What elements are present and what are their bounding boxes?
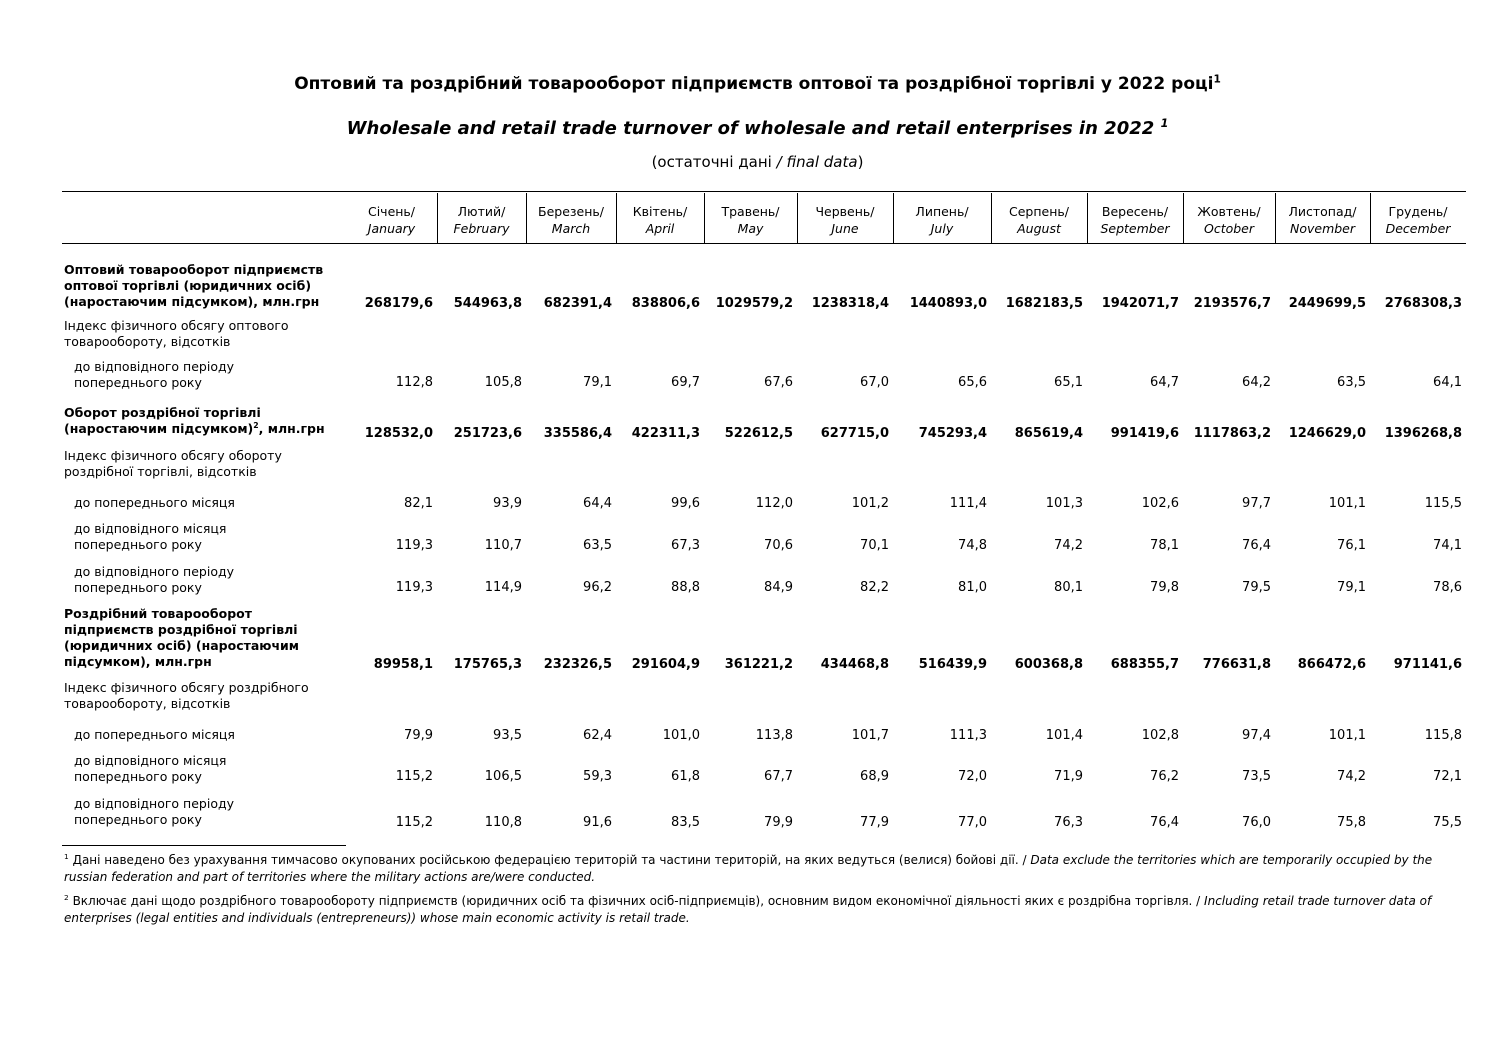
table-cell: 600368,8 [1014, 657, 1083, 672]
month-name-ua: Липень/ [915, 204, 969, 219]
row-label-line: Оборот роздрібної торгівлі [64, 405, 261, 420]
row-label-line: товарообороту, відсотків [64, 334, 231, 349]
row-label-line: роздрібної торгівлі, відсотків [64, 464, 257, 479]
title-ukrainian-footnote-mark: 1 [1213, 73, 1221, 86]
table-cell: 1942071,7 [1101, 296, 1179, 311]
month-name-en: December [1385, 221, 1451, 236]
row-label [64, 680, 309, 712]
table-cell: 522612,5 [724, 426, 793, 441]
row-label [74, 495, 235, 511]
table-cell: 81,0 [958, 580, 987, 595]
month-header [893, 203, 991, 237]
footnote-mark: 1 [64, 852, 69, 861]
month-header [1275, 203, 1370, 237]
table-cell: 112,8 [395, 375, 433, 390]
row-label-line: Індекс фізичного обсягу роздрібного [64, 680, 309, 695]
table-cell: 115,2 [395, 815, 433, 830]
table-cell: 65,6 [958, 375, 987, 390]
table-cell: 64,2 [1242, 375, 1271, 390]
table-cell: 516439,9 [918, 657, 987, 672]
table-cell: 1246629,0 [1288, 426, 1366, 441]
table-cell: 2449699,5 [1288, 296, 1366, 311]
table-cell: 114,9 [484, 580, 522, 595]
month-header [797, 203, 893, 237]
table-cell: 627715,0 [820, 426, 889, 441]
table-cell: 72,0 [958, 769, 987, 784]
table-cell: 76,1 [1337, 538, 1366, 553]
table-cell: 76,3 [1054, 815, 1083, 830]
data-note-en: / final data [776, 153, 858, 171]
row-label [64, 318, 289, 350]
month-header [437, 203, 526, 237]
table-cell: 67,0 [860, 375, 889, 390]
data-note-ua: (остаточні дані [651, 153, 772, 171]
table-cell: 101,1 [1328, 728, 1366, 743]
table-cell: 102,8 [1141, 728, 1179, 743]
table-cell: 1396268,8 [1384, 426, 1462, 441]
table-cell: 838806,6 [631, 296, 700, 311]
table-cell: 335586,4 [543, 426, 612, 441]
table-cell: 73,5 [1242, 769, 1271, 784]
table-top-rule [62, 191, 1466, 192]
month-header [526, 203, 616, 237]
month-header [346, 203, 437, 237]
row-label-line: підсумком), млн.грн [64, 654, 212, 669]
footnote [64, 893, 1464, 927]
table-cell: 79,1 [583, 375, 612, 390]
row-label [64, 262, 323, 310]
table-cell: 2768308,3 [1384, 296, 1462, 311]
table-cell: 59,3 [583, 769, 612, 784]
row-label-line: попереднього року [74, 537, 202, 552]
row-label-line: до відповідного періоду [74, 359, 235, 374]
table-cell: 70,1 [860, 538, 889, 553]
table-cell: 1440893,0 [909, 296, 987, 311]
table-cell: 113,8 [755, 728, 793, 743]
row-label-line: товарообороту, відсотків [64, 696, 231, 711]
title-ukrainian [0, 74, 1497, 94]
row-label [64, 606, 299, 670]
row-label-line: підприємств роздрібної торгівлі [64, 622, 298, 637]
row-label-line: до попереднього місяця [74, 727, 235, 742]
table-cell: 688355,7 [1110, 657, 1179, 672]
row-label-line: (юридичних осіб) (наростаючим [64, 638, 300, 653]
month-header [616, 203, 704, 237]
table-cell: 74,1 [1433, 538, 1462, 553]
table-cell: 96,2 [583, 580, 612, 595]
month-header [1183, 203, 1275, 237]
table-cell: 866472,6 [1297, 657, 1366, 672]
row-label [74, 753, 226, 785]
table-cell: 544963,8 [453, 296, 522, 311]
month-header [991, 203, 1087, 237]
table-header-rule [62, 243, 1466, 244]
table-cell: 67,3 [671, 538, 700, 553]
table-cell: 1117863,2 [1193, 426, 1271, 441]
footnote-text-ua: Включає дані щодо роздрібного товарообороту підприємств (юридичних осіб та фізичних осіб-підприємців), основним видом економічної діяльності яких є роздрібна торгівля. / [72, 894, 1201, 908]
footnote [64, 852, 1464, 886]
row-label-line: до відповідного періоду [74, 564, 235, 579]
row-label [74, 564, 234, 596]
row-label-line: попереднього року [74, 375, 202, 390]
row-label-footnote-mark: 2 [253, 420, 259, 430]
title-english [0, 118, 1497, 139]
table-cell: 89958,1 [373, 657, 433, 672]
table-cell: 64,7 [1150, 375, 1179, 390]
table-cell: 97,7 [1242, 496, 1271, 511]
row-label-line: (наростаючим підсумком)$^2$, млн.грн [64, 420, 325, 436]
table-cell: 1238318,4 [811, 296, 889, 311]
table-cell: 99,6 [671, 496, 700, 511]
table-cell: 93,9 [493, 496, 522, 511]
table-cell: 128532,0 [364, 426, 433, 441]
table-cell: 75,5 [1433, 815, 1462, 830]
row-label [74, 727, 235, 743]
table-cell: 2193576,7 [1193, 296, 1271, 311]
table-cell: 82,2 [860, 580, 889, 595]
row-label [74, 359, 234, 391]
data-status-note [0, 153, 1497, 171]
table-cell: 291604,9 [631, 657, 700, 672]
table-cell: 991419,6 [1110, 426, 1179, 441]
table-cell: 91,6 [583, 815, 612, 830]
table-cell: 71,9 [1054, 769, 1083, 784]
table-cell: 101,7 [851, 728, 889, 743]
month-name-ua: Березень/ [538, 204, 604, 219]
month-header [704, 203, 797, 237]
table-cell: 110,8 [484, 815, 522, 830]
title-english-text: Wholesale and retail trade turnover of wholesale and retail enterprises in 2022 [346, 118, 1155, 139]
table-cell: 79,8 [1150, 580, 1179, 595]
month-name-ua: Січень/ [367, 204, 416, 219]
table-cell: 422311,3 [631, 426, 700, 441]
month-header [1370, 203, 1466, 237]
table-cell: 72,1 [1433, 769, 1462, 784]
table-cell: 111,3 [949, 728, 987, 743]
month-name-en: March [551, 221, 591, 236]
table-cell: 64,1 [1433, 375, 1462, 390]
row-label-line: Роздрібний товарооборот [64, 606, 252, 621]
month-name-en: August [1017, 221, 1061, 236]
row-label [64, 405, 325, 437]
table-cell: 79,5 [1242, 580, 1271, 595]
table-cell: 1029579,2 [715, 296, 793, 311]
table-cell: 106,5 [484, 769, 522, 784]
month-name-ua: Листопад/ [1288, 204, 1357, 219]
table-cell: 776631,8 [1202, 657, 1271, 672]
table-cell: 101,4 [1045, 728, 1083, 743]
table-cell: 70,6 [764, 538, 793, 553]
table-cell: 79,9 [764, 815, 793, 830]
table-cell: 93,5 [493, 728, 522, 743]
table-cell: 111,4 [949, 496, 987, 511]
table-cell: 68,9 [860, 769, 889, 784]
title-english-footnote-mark: 1 [1160, 117, 1169, 130]
table-cell: 119,3 [395, 538, 433, 553]
table-cell: 865619,4 [1014, 426, 1083, 441]
table-cell: 115,8 [1424, 728, 1462, 743]
table-cell: 65,1 [1054, 375, 1083, 390]
table-cell: 76,4 [1242, 538, 1271, 553]
month-name-ua: Квітень/ [632, 204, 688, 219]
table-cell: 115,2 [395, 769, 433, 784]
month-name-en: April [645, 221, 675, 236]
data-note-close: ) [857, 153, 864, 171]
month-name-ua: Жовтень/ [1197, 204, 1261, 219]
footnote-text-en: Data exclude the territories which are temporarily occupied by the russian federation and part of territories where the military actions are/were conducted. [64, 853, 1433, 884]
table-cell: 79,1 [1337, 580, 1366, 595]
table-cell: 77,9 [860, 815, 889, 830]
table-cell: 110,7 [484, 538, 522, 553]
month-name-ua: Червень/ [815, 204, 875, 219]
table-cell: 251723,6 [453, 426, 522, 441]
table-cell: 82,1 [404, 496, 433, 511]
table-cell: 434468,8 [820, 657, 889, 672]
table-cell: 88,8 [671, 580, 700, 595]
table-cell: 682391,4 [543, 296, 612, 311]
table-cell: 63,5 [1337, 375, 1366, 390]
table-cell: 1682183,5 [1005, 296, 1083, 311]
month-name-ua: Грудень/ [1388, 204, 1448, 219]
footnote-separator [62, 845, 346, 846]
row-label [74, 521, 226, 553]
month-name-en: May [737, 221, 764, 236]
table-cell: 76,2 [1150, 769, 1179, 784]
table-cell: 79,9 [404, 728, 433, 743]
table-cell: 97,4 [1242, 728, 1271, 743]
row-label-line: до відповідного періоду [74, 796, 235, 811]
row-label-line: Індекс фізичного обсягу обороту [64, 448, 282, 463]
table-cell: 175765,3 [453, 657, 522, 672]
row-label-line: попереднього року [74, 812, 202, 827]
table-cell: 101,0 [662, 728, 700, 743]
table-cell: 78,6 [1433, 580, 1462, 595]
month-name-ua: Вересень/ [1101, 204, 1169, 219]
table-cell: 105,8 [484, 375, 522, 390]
row-label-line: до відповідного місяця [74, 521, 227, 536]
table-cell: 745293,4 [918, 426, 987, 441]
row-label [64, 448, 282, 480]
month-name-en: July [930, 221, 954, 236]
table-cell: 84,9 [764, 580, 793, 595]
table-cell: 101,2 [851, 496, 889, 511]
month-name-en: June [831, 221, 859, 236]
month-name-en: September [1100, 221, 1170, 236]
table-cell: 361221,2 [724, 657, 793, 672]
row-label-tail: , млн.грн [258, 421, 325, 436]
row-label-line: Оптовий товарооборот підприємств [64, 262, 324, 277]
row-label [74, 796, 234, 828]
month-name-en: October [1203, 221, 1255, 236]
table-cell: 74,8 [958, 538, 987, 553]
month-name-ua: Серпень/ [1009, 204, 1069, 219]
table-cell: 119,3 [395, 580, 433, 595]
table-cell: 74,2 [1337, 769, 1366, 784]
footnote-mark: 2 [64, 893, 69, 902]
table-cell: 232326,5 [543, 657, 612, 672]
month-name-en: February [453, 221, 510, 236]
table-cell: 101,3 [1045, 496, 1083, 511]
table-cell: 112,0 [755, 496, 793, 511]
table-cell: 77,0 [958, 815, 987, 830]
table-cell: 102,6 [1141, 496, 1179, 511]
month-name-ua: Лютий/ [457, 204, 506, 219]
table-cell: 83,5 [671, 815, 700, 830]
table-cell: 80,1 [1054, 580, 1083, 595]
row-label-line: до відповідного місяця [74, 753, 227, 768]
month-name-en: January [367, 221, 416, 236]
table-cell: 268179,6 [364, 296, 433, 311]
table-cell: 75,8 [1337, 815, 1366, 830]
table-cell: 74,2 [1054, 538, 1083, 553]
row-label-line: (наростаючим підсумком), млн.грн [64, 294, 320, 309]
table-cell: 64,4 [583, 496, 612, 511]
table-cell: 76,4 [1150, 815, 1179, 830]
row-label-line: попереднього року [74, 580, 202, 595]
table-cell: 62,4 [583, 728, 612, 743]
row-label-line: оптової торгівлі (юридичних осіб) [64, 278, 312, 293]
table-cell: 101,1 [1328, 496, 1366, 511]
month-name-en: November [1289, 221, 1356, 236]
footnote-text-ua: Дані наведено без урахування тимчасово окупованих російською федерацією територій та частини територій, на яких ведуться (велися) бойові дії. / [72, 853, 1027, 867]
table-cell: 63,5 [583, 538, 612, 553]
table-cell: 67,7 [764, 769, 793, 784]
table-cell: 971141,6 [1393, 657, 1462, 672]
table-cell: 115,5 [1424, 496, 1462, 511]
footnote-text-en: Including retail trade turnover data of enterprises (legal entities and individuals (entrepreneurs)) whose main economic activity is retail trade. [64, 894, 1432, 925]
row-label-line: Індекс фізичного обсягу оптового [64, 318, 289, 333]
row-label-line: попереднього року [74, 769, 202, 784]
month-name-ua: Травень/ [721, 204, 780, 219]
title-ukrainian-text: Оптовий та роздрібний товарооборот підприємств оптової та роздрібної торгівлі у 2022 році [294, 74, 1214, 94]
table-cell: 78,1 [1150, 538, 1179, 553]
table-cell: 69,7 [671, 375, 700, 390]
table-cell: 61,8 [671, 769, 700, 784]
month-header [1087, 203, 1183, 237]
table-cell: 67,6 [764, 375, 793, 390]
table-cell: 76,0 [1242, 815, 1271, 830]
row-label-line: до попереднього місяця [74, 495, 235, 510]
